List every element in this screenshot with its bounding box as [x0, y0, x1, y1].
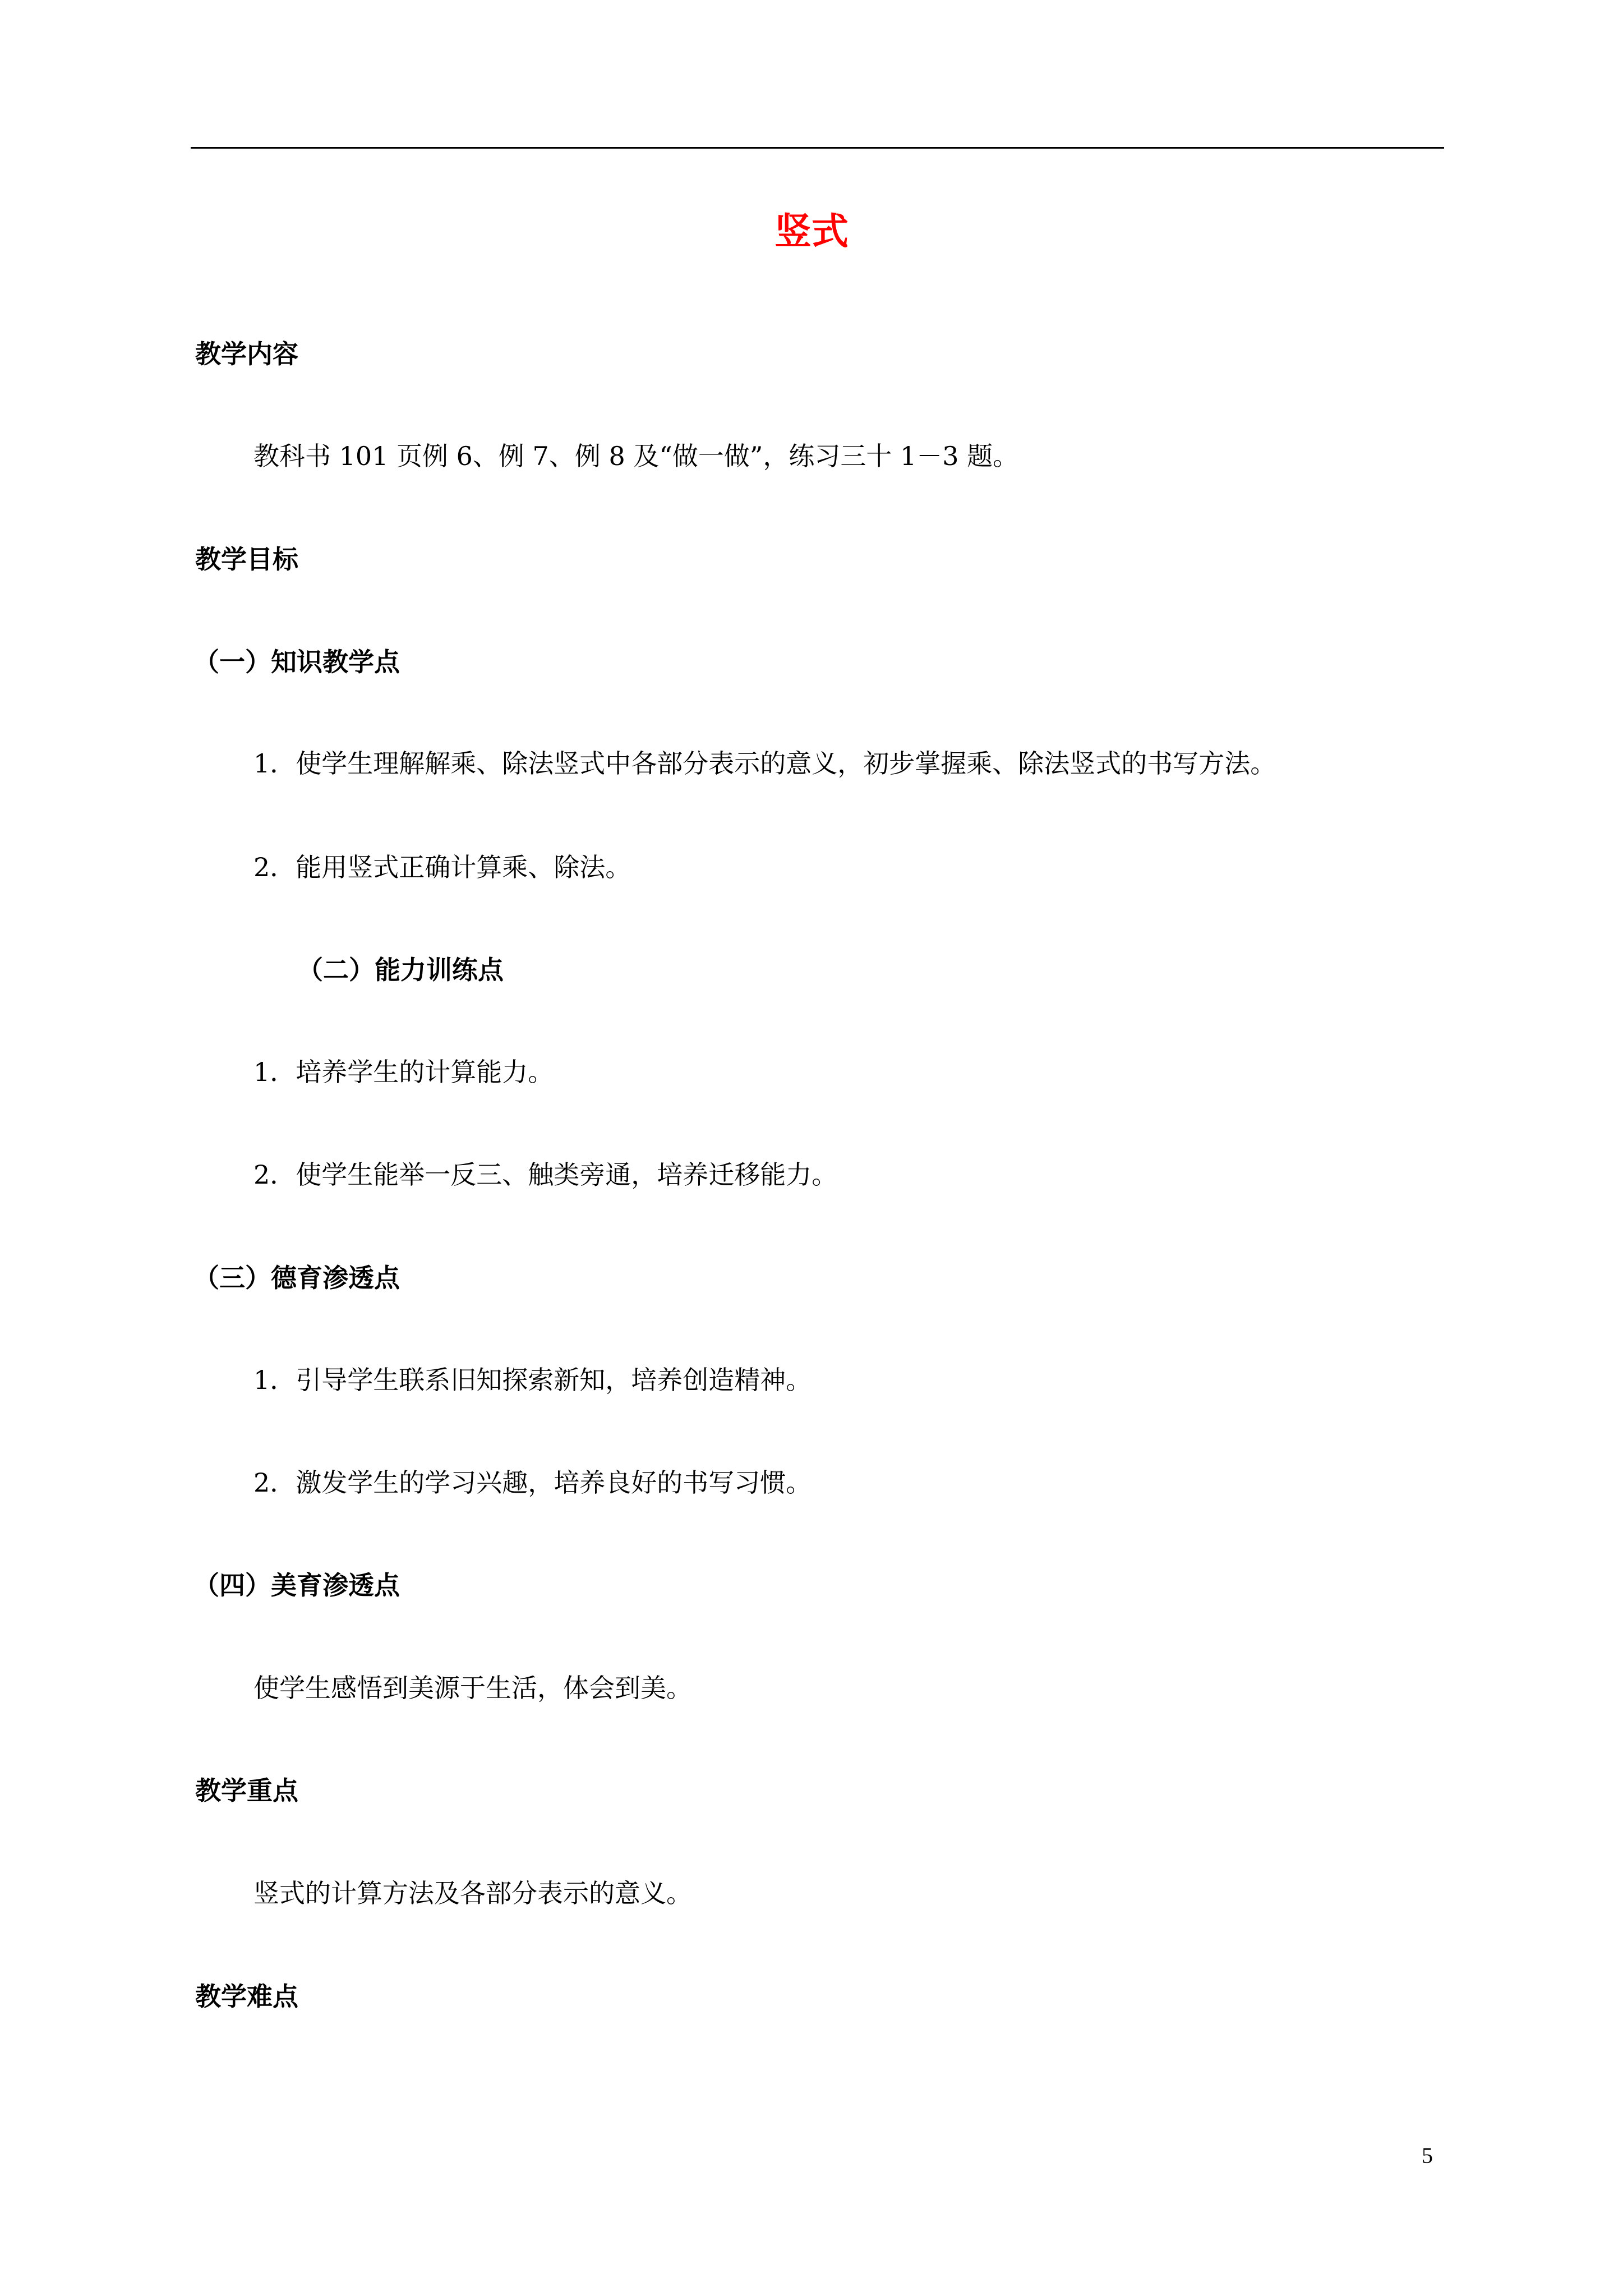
heading-key-points: 教学重点 [195, 1775, 298, 1806]
subheading-ability-points: （二）能力训练点 [297, 955, 504, 985]
header-rule [191, 147, 1444, 149]
list-item-knowledge-1: 1．使学生理解解乘、除法竖式中各部分表示的意义，初步掌握乘、除法竖式的书写方法。 [253, 748, 1276, 779]
document-title: 竖式 [774, 210, 849, 253]
subheading-knowledge-points: （一）知识教学点 [193, 647, 400, 677]
heading-teaching-goals: 教学目标 [195, 544, 298, 574]
list-item-ability-1: 1．培养学生的计算能力。 [253, 1057, 554, 1087]
subheading-aesthetic-points: （四）美育渗透点 [193, 1570, 400, 1600]
list-item-ability-2: 2．使学生能举一反三、触类旁通，培养迁移能力。 [253, 1159, 838, 1190]
heading-teaching-content: 教学内容 [195, 339, 298, 369]
list-item-moral-1: 1．引导学生联系旧知探索新知，培养创造精神。 [253, 1365, 812, 1395]
paragraph-aesthetic: 使学生感悟到美源于生活，体会到美。 [253, 1673, 692, 1703]
paragraph-key-points: 竖式的计算方法及各部分表示的意义。 [253, 1878, 692, 1908]
paragraph-teaching-content: 教科书 101 页例 6、例 7、例 8 及“做一做”，练习三十 1－3 题。 [253, 441, 1019, 471]
list-item-knowledge-2: 2．能用竖式正确计算乘、除法。 [253, 852, 631, 882]
page-number: 5 [1422, 2143, 1433, 2168]
subheading-moral-points: （三）德育渗透点 [193, 1263, 400, 1293]
list-item-moral-2: 2．激发学生的学习兴趣，培养良好的书写习惯。 [253, 1467, 812, 1498]
heading-difficult-points: 教学难点 [195, 1981, 298, 2012]
